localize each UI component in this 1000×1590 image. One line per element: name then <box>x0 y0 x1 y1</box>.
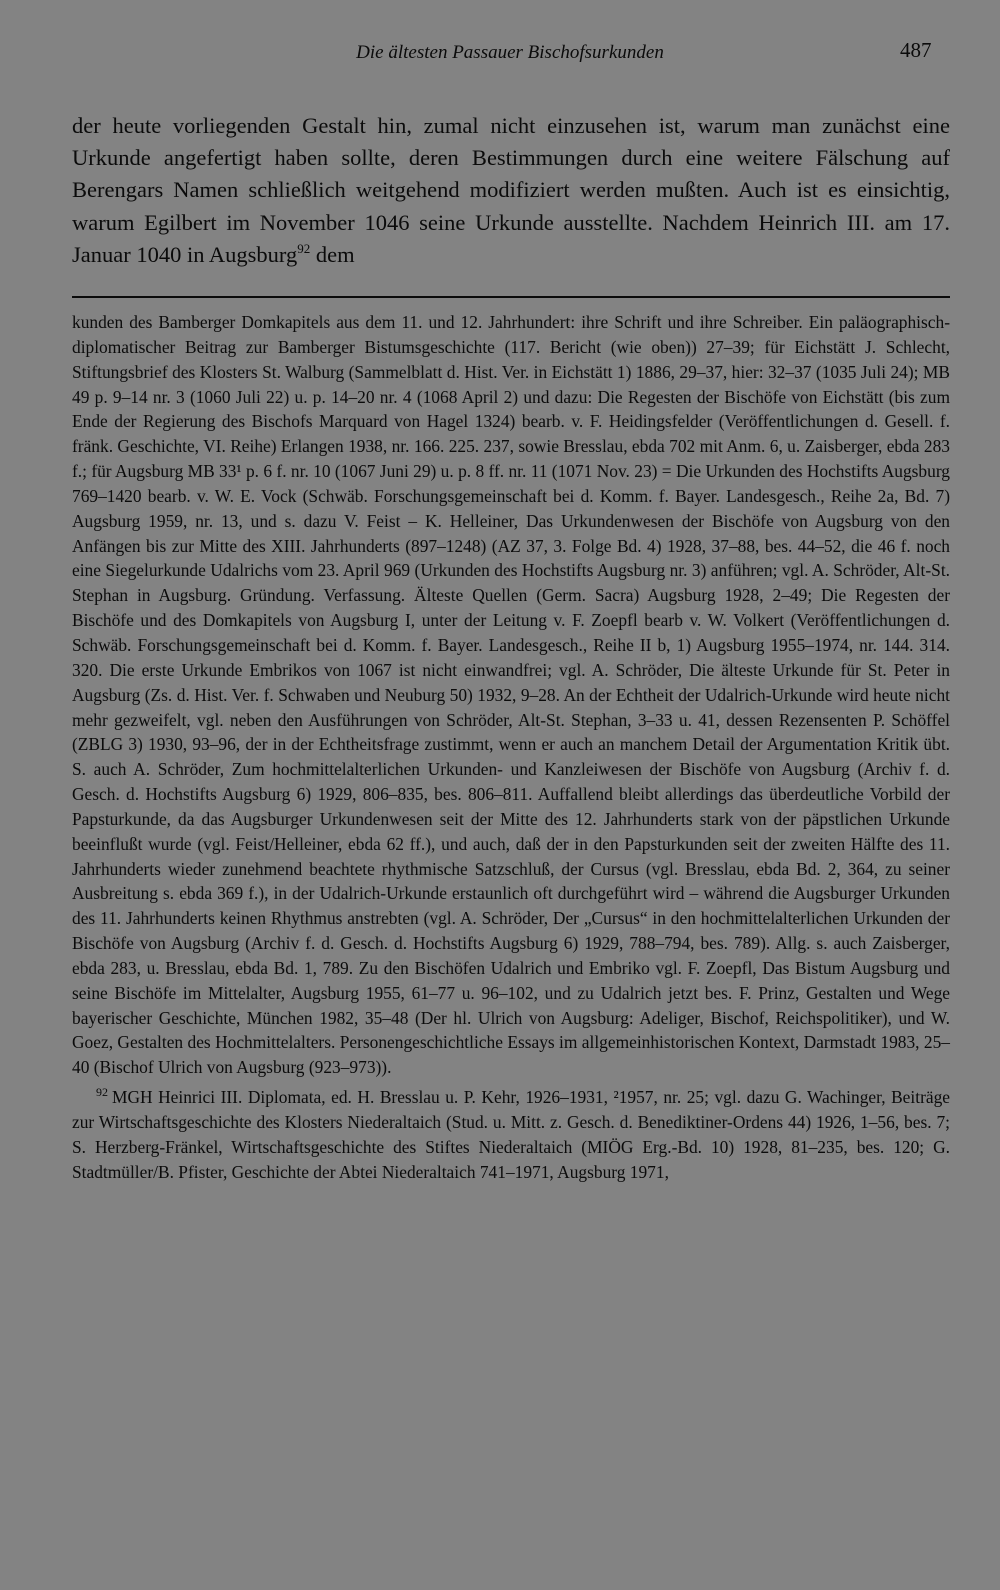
page-number: 487 <box>900 38 932 62</box>
footnote-separator <box>72 296 950 298</box>
main-text-body: der heute vorliegenden Gestalt hin, zumal nicht einzusehen ist, warum man zunächst eine Urkunde angefertigt haben sollte, deren Bestimmungen durch eine weitere Fälschung auf Berengars Namen schließlich weitgehend modifiziert werden mußten. Auch ist es einsichtig, warum Egilbert im November 1046 seine Urkunde ausstellte. Nachdem Heinrich III. am 17. Januar 1040 in Augsburg <box>72 113 950 267</box>
footnotes <box>72 310 950 1185</box>
footnote-91-continued: kunden des Bamberger Domkapitels aus dem 11. und 12. Jahrhundert: ihre Schrift und ihre Schreiber. Ein paläographisch-diplomatischer Beitrag zur Bamberger Bistumsgeschichte (117. Bericht (wie oben)) 27–39; für Eichstätt J. Schlecht, Stiftungsbrief des Klosters St. Walburg (Sammelblatt d. Hist. Ver. in Eichstätt 1) 1886, 29–37, hier: 32–37 (1035 Juli 24); MB 49 p. 9–14 nr. 3 (1060 Juli 22) u. p. 14–20 nr. 4 (1068 April 2) und dazu: Die Regesten der Bischöfe von Eichstätt (bis zum Ende der Regierung des Bischofs Marquard von Hagel 1324) bearb. v. F. Heidingsfelder (Veröffentlichungen d. Gesell. f. fränk. Geschichte, VI. Reihe) Erlangen 1938, nr. 166. 225. 237, sowie Bresslau, ebda 702 mit Anm. 6, u. Zaisberger, ebda 283 f.; für Augsburg MB 33¹ p. 6 f. nr. 10 (1067 Juni 29) u. p. 8 ff. nr. 11 (1071 Nov. 23) = Die Urkunden des Hochstifts Augsburg 769–1420 bearb. v. W. E. Vock (Schwäb. Forschungsgemeinschaft bei d. Komm. f. Bayer. Landesgesch., Reihe 2a, Bd. 7) Augsburg 1959, nr. 13, und s. dazu V. Feist – K. Helleiner, Das Urkundenwesen der Bischöfe von Augsburg von den Anfängen bis zur Mitte des XIII. Jahrhunderts (897–1248) (AZ 37, 3. Folge Bd. 4) 1928, 37–88, bes. 44–52, die 46 f. noch eine Siegelurkunde Udalrichs vom 23. April 969 (Urkunden des Hochstifts Augsburg nr. 3) anführen; vgl. A. Schröder, Alt-St. Stephan in Augsburg. Gründung. Verfassung. Älteste Quellen (Germ. Sacra) Augsburg 1928, 2–49; Die Regesten der Bischöfe und des Domkapitels von Augsburg I, unter der Leitung v. F. Zoepfl bearb v. W. Volkert (Veröffentlichungen d. Schwäb. Forschungsgemeinschaft bei d. Komm. f. Bayer. Landesgesch., Reihe II b, 1) Augsburg 1955–1974, nr. 144. 314. 320. Die erste Urkunde Embrikos von 1067 ist nicht einwandfrei; vgl. A. Schröder, Die älteste Urkunde für St. Peter in Augsburg (Zs. d. Hist. Ver. f. Schwaben und Neuburg 50) 1932, 9–28. An der Echtheit der Udalrich-Urkunde wird heute nicht mehr gezweifelt, vgl. neben den Ausführungen von Schröder, Alt-St. Stephan, 3–33 u. 41, dessen Rezensenten P. Schöffel (ZBLG 3) 1930, 93–96, der in der Echtheitsfrage zustimmt, wenn er auch an manchem Detail der Argumentation Kritik übt. S. auch A. Schröder, Zum hochmittelalterlichen Urkunden- und Kanzleiwesen der Bischöfe von Augsburg (Archiv f. d. Gesch. d. Hochstifts Augsburg 6) 1929, 806–835, bes. 806–811. Auffallend bleibt allerdings das überdeutliche Vorbild der Papsturkunde, da das Augsburger Urkundenwesen seit der Mitte des 12. Jahrhunderts stark von der päpstlichen Urkunde beeinflußt wurde (vgl. Feist/Helleiner, ebda 62 ff.), und auch, daß der in den Papsturkunden seit der zweiten Hälfte des 11. Jahrhunderts wieder zunehmend beachtete rhythmische Satzschluß, der Cursus (vgl. Bresslau, ebda Bd. 2, 364, zu seiner Ausbreitung s. ebda 369 f.), in der Udalrich-Urkunde erstaunlich oft durchgeführt wird – während die Augsburger Urkunden des 11. Jahrhunderts keinen Rhythmus anstrebten (vgl. A. Schröder, Der „Cursus“ in den hochmittelalterlichen Urkunden der Bischöfe von Augsburg (Archiv f. d. Gesch. d. Hochstifts Augsburg 6) 1929, 788–794, bes. 789). Allg. s. auch Zaisberger, ebda 283, u. Bresslau, ebda Bd. 1, 789. Zu den Bischöfen Udalrich und Embriko vgl. F. Zoepfl, Das Bistum Augsburg und seine Bischöfe im Mittelalter, Augsburg 1955, 61–77 u. 96–102, und zu Udalrich jetzt bes. F. Prinz, Gestalten und Wege bayerischer Geschichte, München 1982, 35–48 (Der hl. Ulrich von Augsburg: Adeliger, Bischof, Reichspolitiker), und W. Goez, Gestalten des Hochmittelalters. Personengeschichtliche Essays im allgemeinhistorischen Kontext, Darmstadt 1983, 25–40 (Bischof Ulrich von Augsburg (923–973)). <box>72 312 950 1078</box>
main-text <box>72 110 950 271</box>
running-title: Die ältesten Passauer Bischofsurkunden <box>356 42 664 63</box>
main-text-continuation: dem <box>310 241 355 267</box>
footnote-92 <box>72 1080 950 1184</box>
running-head <box>0 38 1000 72</box>
footnote-92-mark: 92 <box>96 1085 108 1100</box>
footnote-reference-92[interactable]: 92 <box>297 240 311 256</box>
footnote-92-text: MGH Heinrici III. Diplomata, ed. H. Bresslau u. P. Kehr, 1926–1931, ²1957, nr. 25; vgl. dazu G. Wachinger, Beiträge zur Wirtschaftsgeschichte des Klosters Niederaltaich (Stud. u. Mitt. z. Gesch. d. Benediktiner-Ordens 44) 1926, 1–56, bes. 7; S. Herzberg-Fränkel, Wirtschaftsgeschichte des Stiftes Niederaltaich (MIÖG Erg.-Bd. 10) 1928, 81–235, bes. 120; G. Stadtmüller/B. Pfister, Geschichte der Abtei Niederaltaich 741–1971, Augsburg 1971, <box>72 1087 950 1182</box>
